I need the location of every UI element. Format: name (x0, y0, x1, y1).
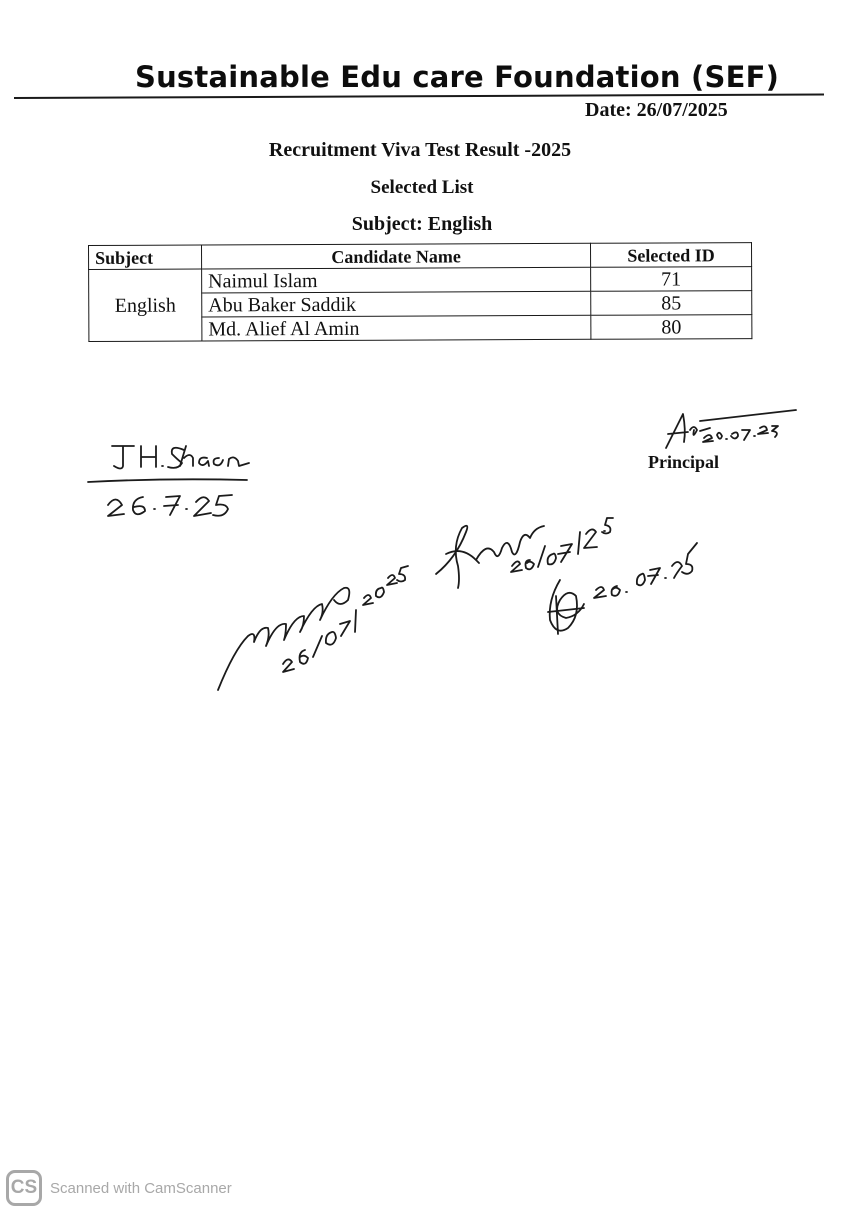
candidate-name: Abu Baker Saddik (202, 291, 591, 317)
header-subject: Subject (89, 245, 202, 269)
camscanner-logo-icon: CS (6, 1170, 42, 1206)
scanner-footer (6, 1170, 232, 1206)
header-selected-id: Selected ID (590, 243, 751, 268)
candidate-name: Naimul Islam (202, 267, 591, 293)
document-title: Recruitment Viva Test Result -2025 (268, 139, 572, 161)
principal-label: Principal (648, 452, 719, 472)
document-date: Date: 26/07/2025 (585, 99, 728, 121)
signature-lower-left (218, 566, 408, 690)
candidate-name: Md. Alief Al Amin (202, 315, 591, 341)
selected-id: 71 (591, 267, 752, 292)
header-candidate-name: Candidate Name (202, 243, 591, 269)
selected-id: 80 (591, 315, 752, 340)
signature-left (88, 446, 249, 516)
subject-line: Subject: English (351, 213, 493, 235)
scanner-watermark: Scanned with CamScanner (50, 1179, 232, 1197)
list-title: Selected List (370, 177, 474, 198)
signature-middle (436, 518, 613, 588)
signature-lower-right (548, 543, 697, 634)
signature-principal (666, 410, 796, 448)
subject-cell: English (89, 269, 202, 341)
selected-id: 85 (591, 291, 752, 316)
organization-title: Sustainable Edu care Foundation (SEF) (135, 60, 780, 94)
